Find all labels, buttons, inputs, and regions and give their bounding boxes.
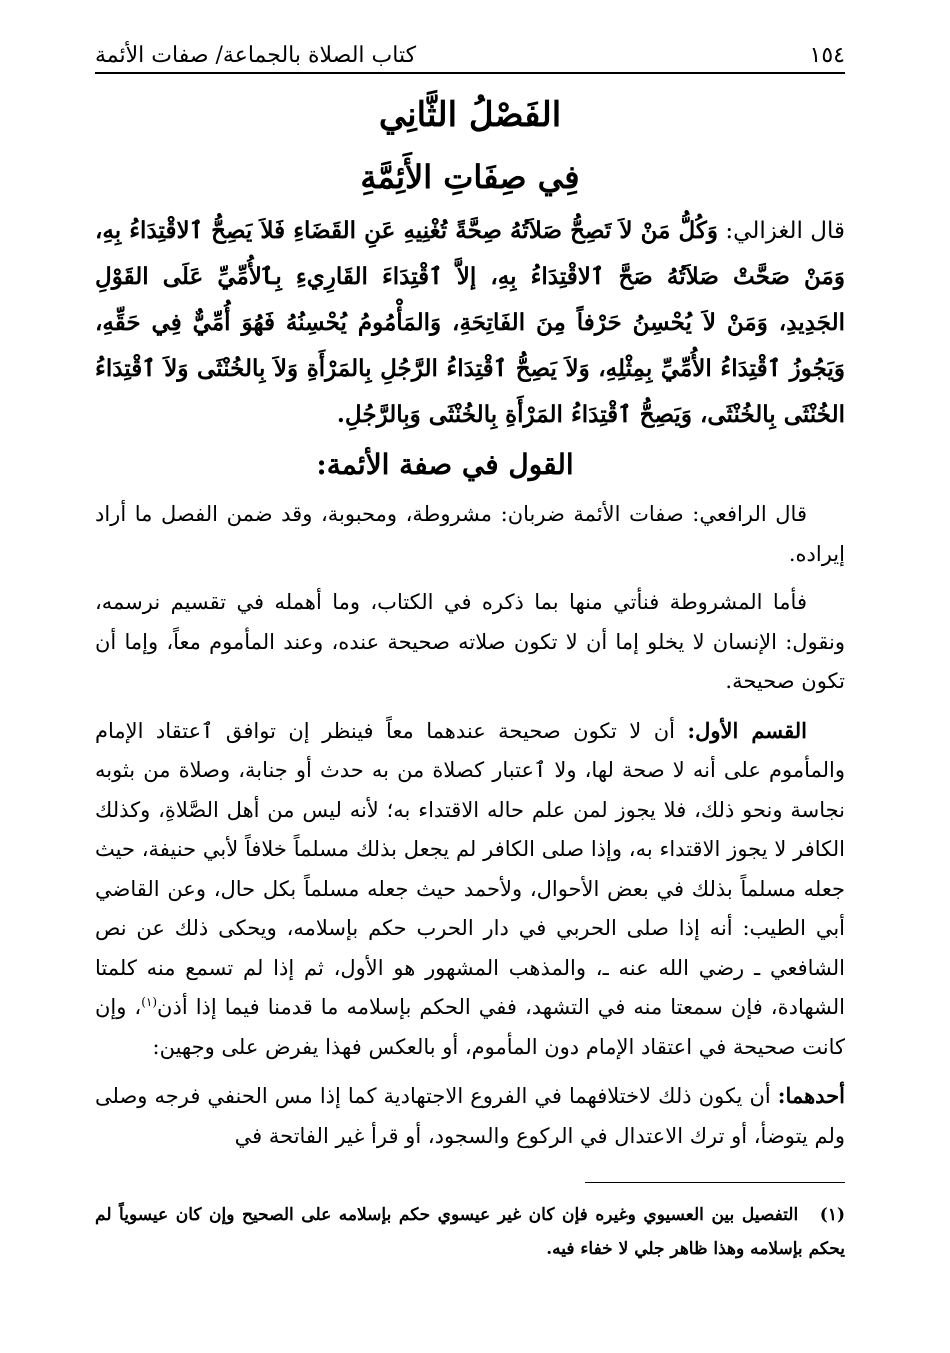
chapter-subtitle: فِي صِفَاتِ الأَئِمَّةِ xyxy=(360,158,580,196)
first-category-label: القسم الأول: xyxy=(687,717,807,743)
page-number: ١٥٤ xyxy=(809,43,845,68)
first-case-label: أحدهما: xyxy=(777,1083,846,1108)
footnote-text: التفصيل بين العسيوي وغيره فإن كان غير عيسوي حكم بإسلامه على الصحيح وإن كان عيسوياً لم يحكم بإسلامه وهذا ظاهر جلي لا خفاء فيه. xyxy=(95,1205,845,1259)
commentary-paragraph-1: قال الرافعي: صفات الأئمة ضربان: مشروطة، ومحبوبة، وقد ضمن الفصل ما أراد إيراده. xyxy=(95,502,845,566)
commentary xyxy=(95,495,845,1165)
footnote-number: (١) xyxy=(819,1205,845,1225)
section-heading: القول في صفة الأئمة: xyxy=(316,448,574,481)
footnote-divider xyxy=(585,1182,845,1183)
first-case-text: أن يكون ذلك لاختلافهما في الفروع الاجتهادية كما إذا مس الحنفي فرجه وصلى ولم يتوضأ، أو ترك الاعتدال في الركوع والسجود، أو قرأ غير الفاتحة في xyxy=(95,1084,845,1148)
first-category-text: أن لا تكون صحيحة عندهما معاً فينظر إن توافق ٱعتقاد الإمام والمأموم على أنه لا صحة لها، ولا ٱعتبار كصلاة من به حدث أو جنابة، وصلاة من بثوبه نجاسة ونحو ذلك، فلا يجوز لمن علم حاله الاقتداء به؛ لأنه ليس من أهل الصَّلاةِ، وكذلك الكافر لا يجوز الاقتداء به، وإذا صلى الكافر لم يجعل بذلك مسلماً خلافاً لأبي حنيفة، حيث جعله مسلماً بذلك في بعض الأحوال، ولأحمد حيث جعله مسلماً بكل حال، وعن القاضي أبي الطيب: أنه إذا صلى الحربي في دار الحرب حكم بإسلامه، ويحكى ذلك عن نص الشافعي ـ رضي الله عنه ـ، والمذهب المشهور هو الأول، ثم إذا لم تسمع منه كلمتا الشهادة، فإن سمعتا منه في التشهد، ففي الحكم بإسلامه ما قدمنا فيما إذا أذن xyxy=(95,718,845,1019)
commentary-paragraph-4 xyxy=(95,1076,845,1156)
matn-text: وَكُلُّ مَنْ لاَ تَصِحُّ صَلاَتُهُ صِحَّةً تُغْنِيهِ عَنِ القَضَاءِ فَلاَ يَصِحُّ ٱلاقْتِدَاءُ بِهِ، وَمَنْ صَحَّتْ صَلاَتُهُ صَحَّ ٱلاقْتِدَاءُ بِهِ، إلاَّ ٱقْتِدَاءَ القَارِيءِ بِٱلأُمِّيِّ عَلَى القَوْلِ الجَدِيدِ، وَمَنْ لاَ يُحْسِنُ حَرْفاً مِنَ الفَاتِحَةِ، وَالمَأْمُومُ يُحْسِنُهُ فَهُوَ أُمِّيٌّ فِي حَقِّهِ، وَيَجُوزُ ٱقْتِدَاءُ الأُمِّيِّ بِمِثْلِهِ، وَلاَ يَصِحُّ ٱقْتِدَاءُ الرَّجُلِ بِالمَرْأَةِ وَلاَ بِالخُنْثَى وَلاَ ٱقْتِدَاءُ الخُنْثَى بِالخُنْثَى، وَيَصِحُّ ٱقْتِدَاءُ المَرْأَةِ بِالخُنْثَى وَبِالرَّجُلِ. xyxy=(95,217,845,428)
running-header xyxy=(95,28,845,68)
matn-paragraph xyxy=(95,208,845,438)
chapter-title: الفَصْلُ الثَّانِي xyxy=(378,95,562,135)
commentary-paragraph-3 xyxy=(95,711,845,1068)
commentary-paragraph-2: فأما المشروطة فنأتي منها بما ذكره في الكتاب، وما أهمله في تقسيم نرسمه، ونقول: الإنسان لا يخلو إما أن لا تكون صلاته صحيحة عنده، وعند المأموم معاً، وإما أن تكون صحيحة. xyxy=(95,590,845,693)
running-title: كتاب الصلاة بالجماعة/ صفات الأئمة xyxy=(95,43,417,68)
header-divider xyxy=(95,72,845,74)
footnote xyxy=(95,1198,845,1266)
first-category-text-cont: ، وإن كانت صحيحة في اعتقاد الإمام دون المأموم، أو بالعكس فهذا يفرض على وجهين: xyxy=(95,995,845,1059)
matn-speaker: قال الغزالي: xyxy=(725,218,846,244)
footnote-reference: (١) xyxy=(141,995,158,1009)
